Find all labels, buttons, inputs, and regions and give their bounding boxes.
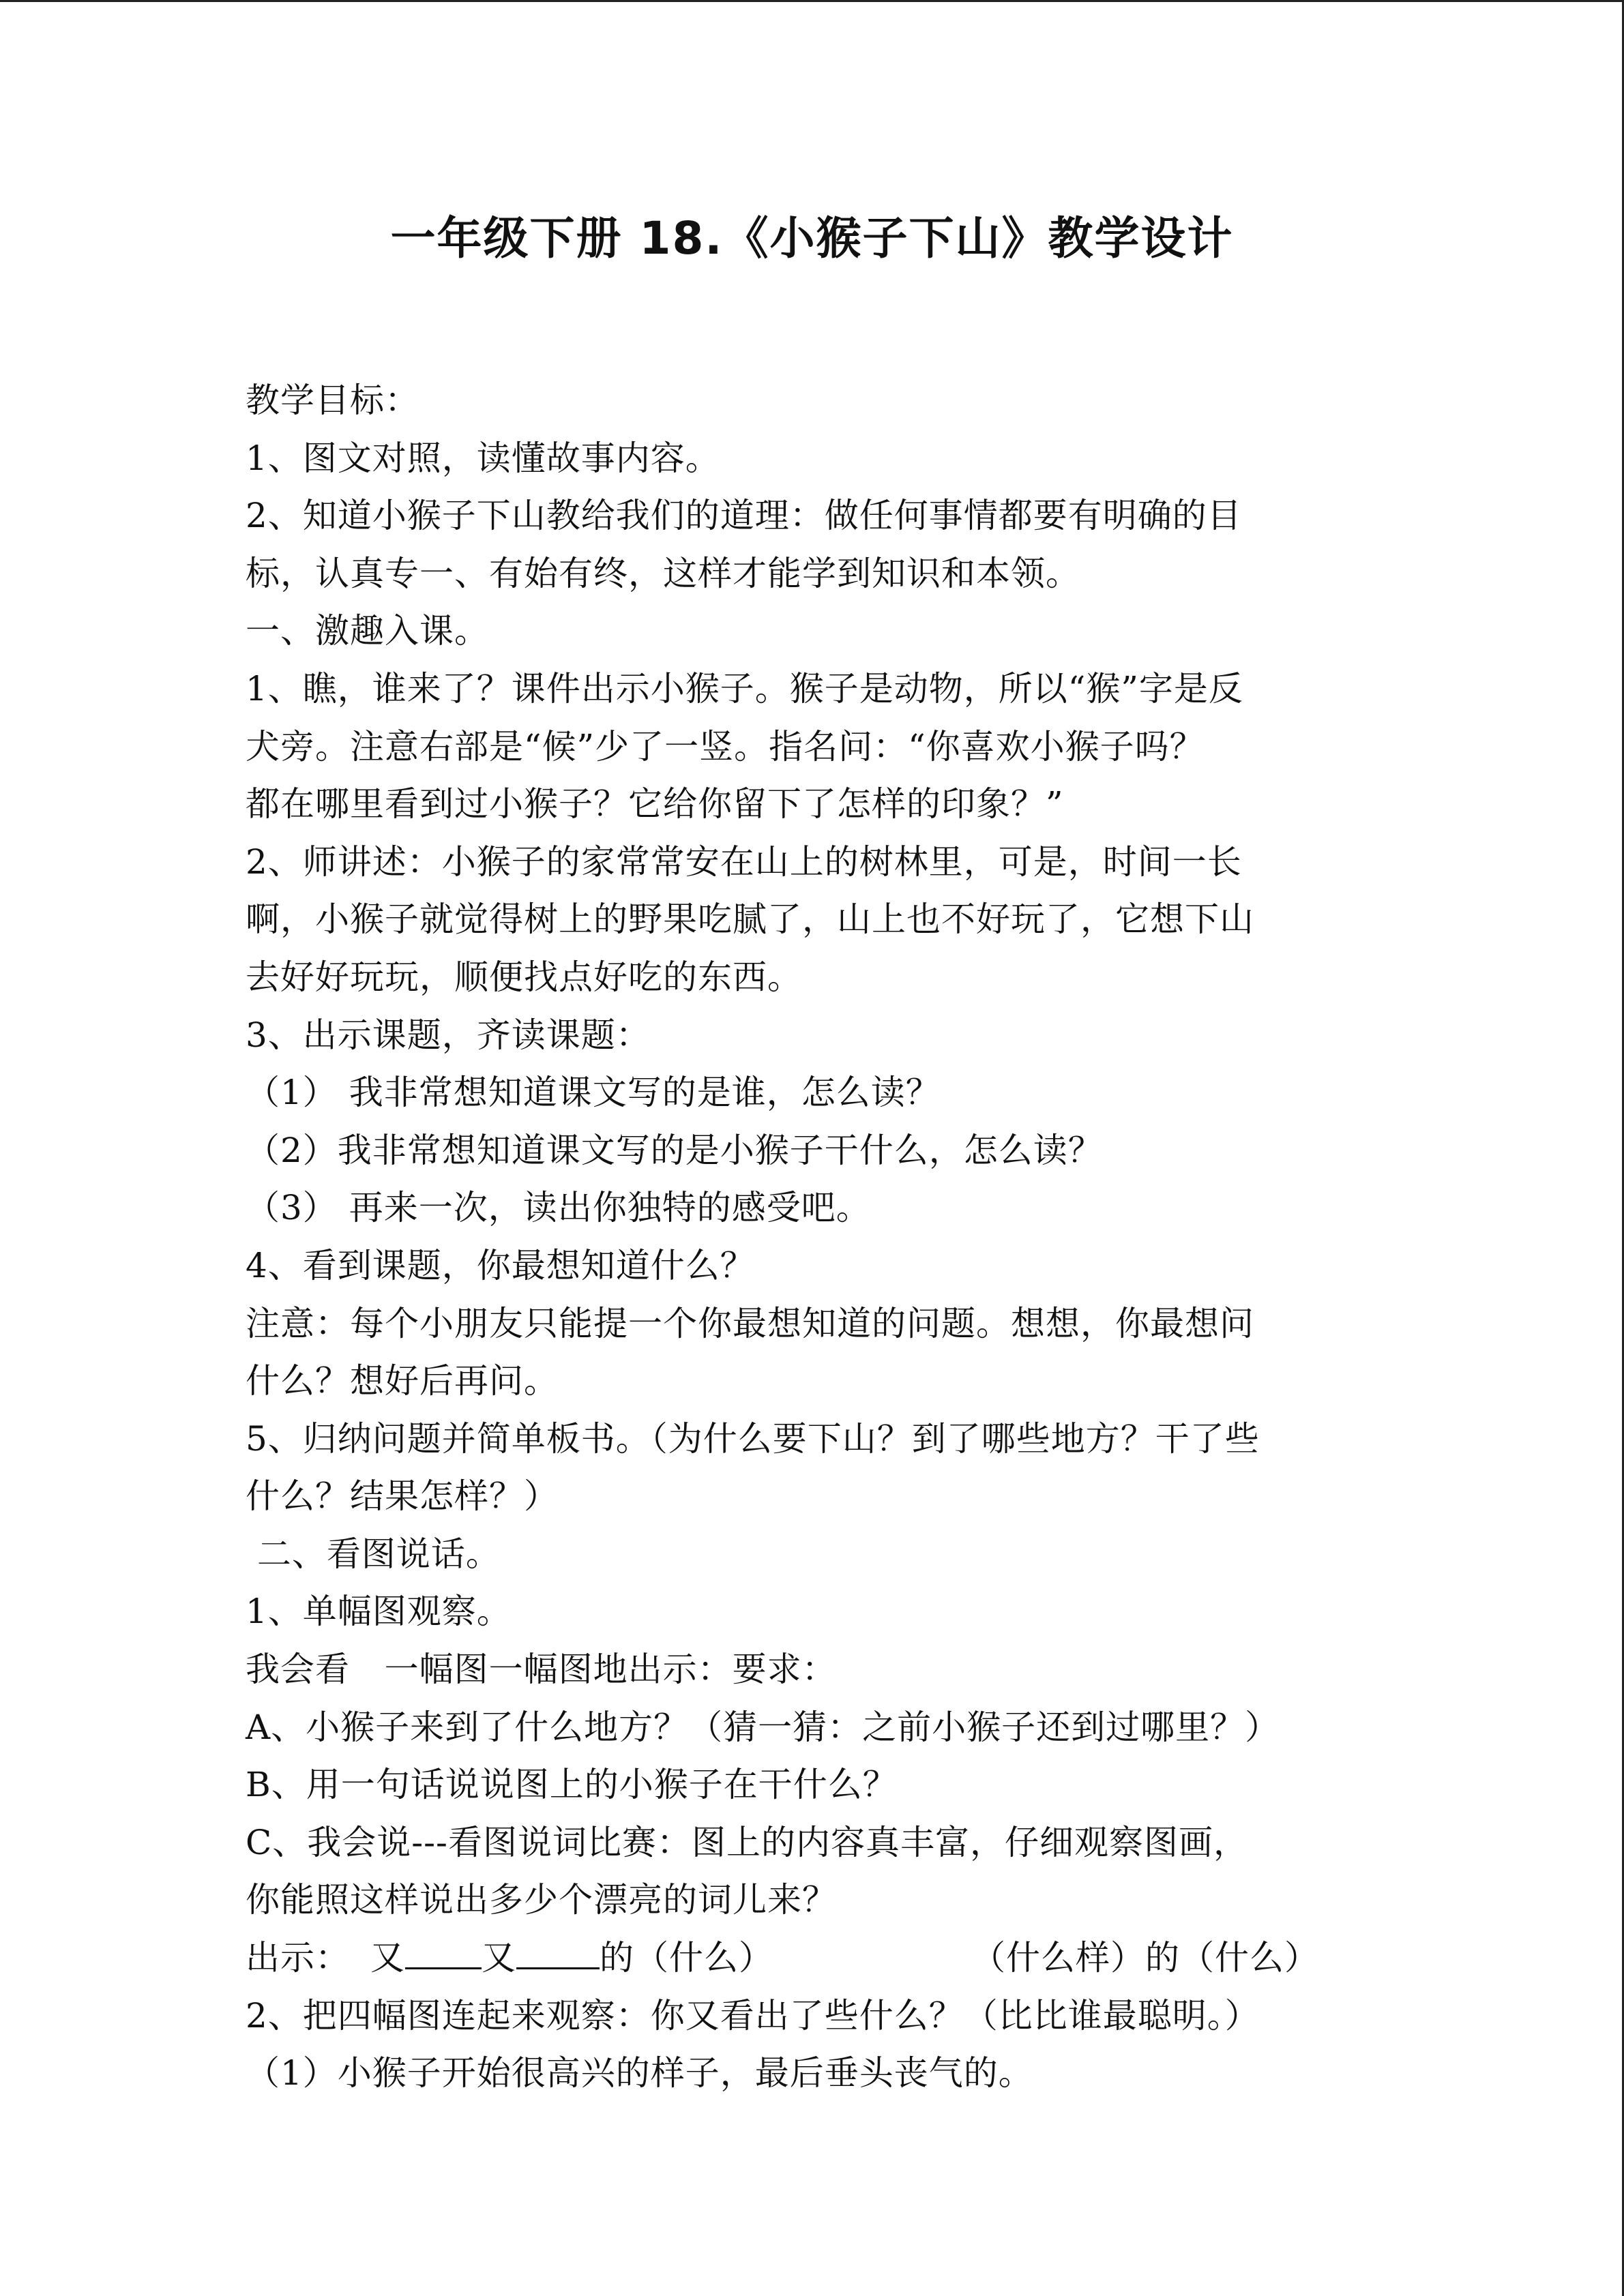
- fill-blank-2: [516, 1937, 600, 1969]
- list-item: （1） 我非常想知道课文写的是谁，怎么读？: [246, 1073, 941, 1113]
- paragraph-line: 去好好玩玩，顺便找点好吃的东西。: [246, 957, 802, 997]
- paragraph-line: 2、师讲述：小猴子的家常常安在山上的树林里，可是，时间一长: [246, 841, 1242, 882]
- fill-you-2: 又: [482, 1938, 516, 1978]
- section-heading: 教学目标：: [246, 381, 419, 420]
- list-item: A、小猴子来到了什么地方？（猜一猜：之前小猴子还到过哪里？）: [246, 1707, 1280, 1747]
- paragraph-line: 3、出示课题，齐读课题：: [246, 1015, 651, 1055]
- list-item: B、用一句话说说图上的小猴子在干什么？: [246, 1765, 898, 1805]
- paragraph-line: 我会看 一幅图一幅图地出示：要求：: [246, 1650, 837, 1690]
- paragraph-line: 都在哪里看到过小猴子？它给你留下了怎样的印象？”: [246, 784, 1064, 824]
- paragraph-line: 1、图文对照，读懂故事内容。: [246, 438, 720, 478]
- list-item: （3） 再来一次，读出你独特的感受吧。: [246, 1188, 871, 1228]
- paragraph-line: 2、知道小猴子下山教给我们的道理：做任何事情都要有明确的目: [246, 496, 1242, 536]
- paragraph-line: 什么？结果怎样？）: [246, 1476, 559, 1517]
- section-heading: 一、激趣入课。: [246, 611, 489, 651]
- document-body: [246, 372, 1391, 2102]
- paragraph-line: 4、看到课题，你最想知道什么？: [246, 1245, 755, 1285]
- list-item: （2）我非常想知道课文写的是小猴子干什么，怎么读？: [246, 1130, 1103, 1170]
- paragraph-line: 犬旁。注意右部是“候”少了一竖。指名问：“你喜欢小猴子吗？: [246, 726, 1205, 766]
- paragraph-line: 2、把四幅图连起来观察：你又看出了些什么？（比比谁最聪明。）: [246, 1995, 1260, 2036]
- section-heading: 二、看图说话。: [246, 1534, 501, 1574]
- list-item: C、我会说---看图说词比赛：图上的内容真丰富，仔细观察图画，: [246, 1822, 1248, 1862]
- paragraph-line: 什么？想好后再问。: [246, 1361, 559, 1401]
- list-item: （1）小猴子开始很高兴的样子，最后垂头丧气的。: [246, 2053, 1033, 2093]
- paragraph-line: 5、归纳问题并简单板书。（为什么要下山？到了哪些地方？干了些: [246, 1418, 1260, 1459]
- paragraph-line: 注意：每个小朋友只能提一个你最想知道的问题。想想，你最想问: [246, 1303, 1254, 1343]
- paragraph-line: 1、瞧，谁来了？课件出示小猴子。猴子是动物，所以“猴”字是反: [246, 668, 1243, 709]
- fill-you-1: 又: [370, 1938, 405, 1978]
- fill-part-1: 的（什么）: [600, 1938, 773, 1978]
- paragraph-line: 标，认真专一、有始有终，这样才能学到知识和本领。: [246, 553, 1080, 593]
- fill-blank-1: [405, 1937, 482, 1969]
- fill-part-2: （什么样）的（什么）: [971, 1938, 1319, 1978]
- paragraph-line: 1、单幅图观察。: [246, 1592, 512, 1632]
- document-title: 一年级下册 18.《小猴子下山》教学设计: [390, 212, 1234, 265]
- fill-in-line: [246, 1929, 1391, 1987]
- paragraph-line: 你能照这样说出多少个漂亮的词儿来？: [246, 1880, 837, 1920]
- fill-prefix: 出示：: [246, 1938, 350, 1978]
- paragraph-line: 啊，小猴子就觉得树上的野果吃腻了，山上也不好玩了，它想下山: [246, 899, 1254, 940]
